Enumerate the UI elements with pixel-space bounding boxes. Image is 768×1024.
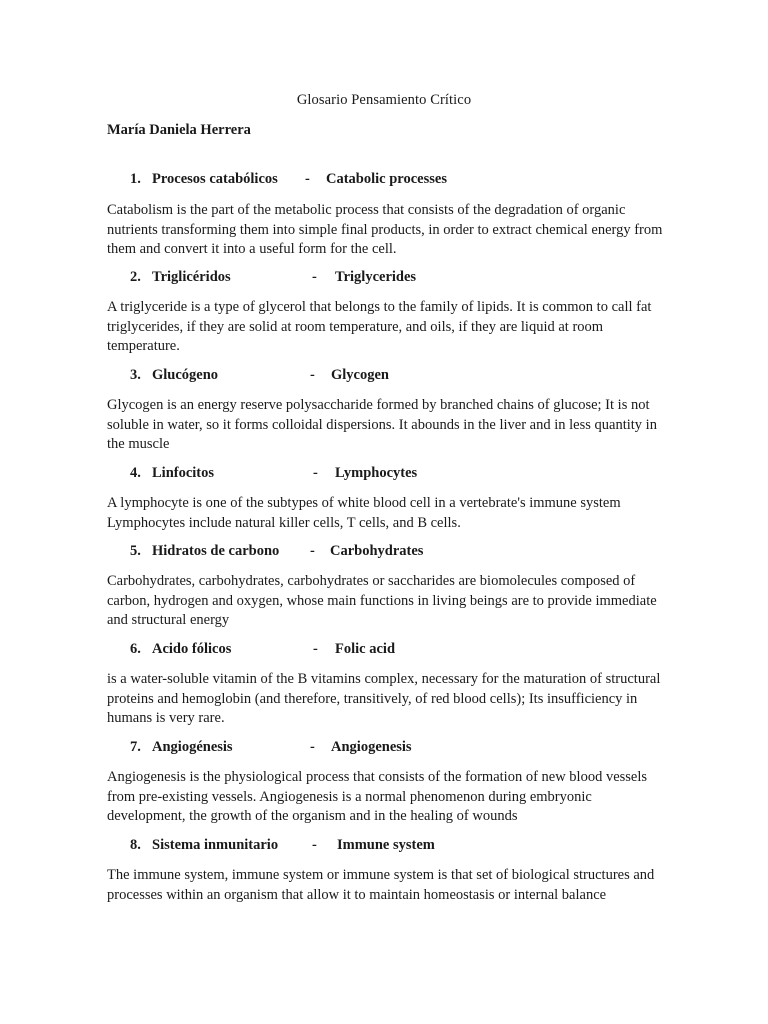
- term-english: Catabolic processes: [326, 171, 447, 187]
- glossary-term-2: [130, 269, 650, 289]
- term-separator: -: [310, 739, 315, 755]
- glossary-definition-2: A triglyceride is a type of glycerol that belongs to the family of lipids. It is common to call fat triglycerides, if they are solid at room temperature, and oils, if they are liquid at room temperature.: [107, 299, 652, 354]
- term-number: 5.: [130, 543, 141, 559]
- term-english: Triglycerides: [335, 269, 417, 285]
- term-english: Carbohydrates: [330, 543, 424, 559]
- term-separator: -: [313, 641, 318, 657]
- glossary-definition-6: is a water-soluble vitamin of the B vitamins complex, necessary for the maturation of structural proteins and hemoglobin (and therefore, transitively, of red blood cells); Its insufficiency in humans is very rare.: [107, 671, 661, 726]
- term-english: Folic acid: [335, 641, 396, 657]
- term-spanish: Hidratos de carbono: [152, 543, 280, 559]
- glossary-definition-4: A lymphocyte is one of the subtypes of white blood cell in a vertebrate's immune system Lymphocytes include natural killer cells, T cells, and B cells.: [107, 495, 621, 531]
- glossary-definition-3: Glycogen is an energy reserve polysaccharide formed by branched chains of glucose; It is not soluble in water, so it forms colloidal dispersions. It abounds in the liver and in less quantity in the muscle: [107, 397, 657, 452]
- term-number: 6.: [130, 641, 141, 657]
- term-english: Glycogen: [331, 367, 389, 383]
- term-number: 1.: [130, 171, 141, 187]
- term-number: 8.: [130, 837, 141, 853]
- glossary-term-8: [130, 837, 650, 857]
- term-english: Angiogenesis: [331, 739, 412, 755]
- term-number: 4.: [130, 465, 141, 481]
- term-separator: -: [313, 465, 318, 481]
- term-separator: -: [310, 367, 315, 383]
- author-name: María Daniela Herrera: [107, 122, 251, 138]
- term-number: 3.: [130, 367, 141, 383]
- term-separator: -: [310, 543, 315, 559]
- term-spanish: Procesos catabólicos: [152, 171, 278, 187]
- glossary-term-6: [130, 641, 650, 661]
- term-spanish: Sistema inmunitario: [152, 837, 279, 853]
- term-english: Immune system: [337, 837, 435, 853]
- glossary-term-3: [130, 367, 650, 387]
- glossary-term-1: [130, 171, 650, 191]
- term-number: 2.: [130, 269, 141, 285]
- glossary-definition-8: The immune system, immune system or immune system is that set of biological structures and processes within an organism that allow it to maintain homeostasis or internal balance: [107, 867, 655, 903]
- term-spanish: Glucógeno: [152, 367, 219, 383]
- term-spanish: Angiogénesis: [152, 739, 233, 755]
- glossary-definition-1: Catabolism is the part of the metabolic process that consists of the degradation of organic nutrients transforming them into simple final products, in order to extract chemical energy from them and convert it into a useful form for the cell.: [107, 202, 663, 257]
- glossary-term-4: [130, 465, 650, 485]
- document-title: Glosario Pensamiento Crítico: [296, 92, 472, 108]
- term-number: 7.: [130, 739, 141, 755]
- term-spanish: Linfocitos: [152, 465, 215, 481]
- term-separator: -: [312, 837, 317, 853]
- glossary-term-7: [130, 739, 650, 759]
- glossary-term-5: [130, 543, 650, 563]
- term-separator: -: [305, 171, 310, 187]
- term-spanish: Triglicéridos: [152, 269, 231, 285]
- term-spanish: Acido fólicos: [152, 641, 232, 657]
- term-separator: -: [312, 269, 317, 285]
- glossary-definition-5: Carbohydrates, carbohydrates, carbohydrates or saccharides are biomolecules composed of carbon, hydrogen and oxygen, whose main functions in living beings are to provide immediate and structural energy: [107, 573, 657, 628]
- glossary-definition-7: Angiogenesis is the physiological process that consists of the formation of new blood vessels from pre-existing vessels. Angiogenesis is a normal phenomenon during embryonic development, the growth of the organism and in the healing of wounds: [107, 769, 648, 824]
- term-english: Lymphocytes: [335, 465, 418, 481]
